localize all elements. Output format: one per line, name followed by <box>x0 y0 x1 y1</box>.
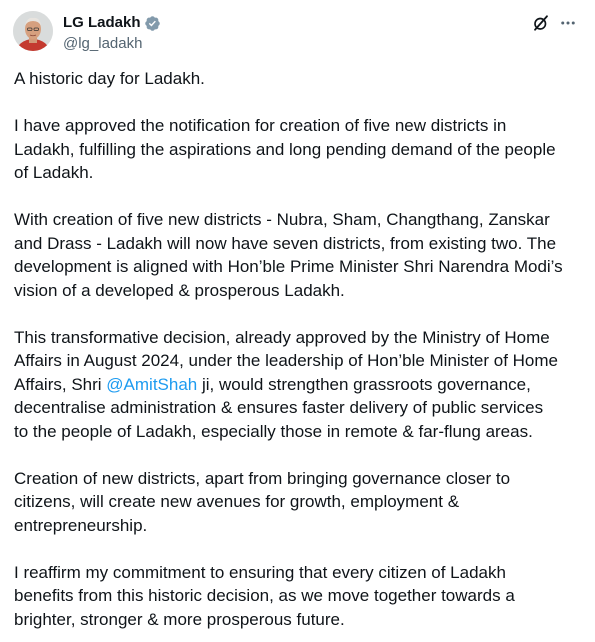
post-paragraph-6: I reaffirm my commitment to ensuring that every citizen of Ladakh benefits from this historic decision, as we move together towards a brighter, stronger & more prosperous future. <box>14 562 515 629</box>
author-display-name[interactable]: LG Ladakh <box>63 14 141 31</box>
post-paragraph-4 <box>14 326 586 444</box>
post-paragraph-5: Creation of new districts, apart from bringing governance closer to citizens, will create new avenues for growth, employment & entrepreneurship. <box>14 468 511 535</box>
post-paragraph-4-start: This transformative decision, already approved by the Ministry of Home Affairs in August 2024, under the leadership of Hon’ble Minister of Home Affairs, Shri <box>14 327 558 394</box>
grok-icon[interactable] <box>532 14 550 32</box>
avatar[interactable] <box>13 11 53 51</box>
post-paragraph-1: A historic day for Ladakh. <box>14 69 205 88</box>
mention-link[interactable]: @AmitShah <box>106 374 198 394</box>
post-paragraph-3: With creation of five new districts - Nubra, Sham, Changthang, Zanskar and Drass - Ladakh will now have seven districts, from existing two. The development is aligned with Hon’ble Prime Minister Shri Narendra Modi’s vision of a developed & prosperous Ladakh. <box>14 210 563 300</box>
post-text <box>14 67 586 631</box>
author-handle[interactable]: @lg_ladakh <box>63 35 143 52</box>
verified-badge-icon[interactable] <box>144 15 161 32</box>
post-header <box>13 11 583 55</box>
author-name-row <box>63 13 161 33</box>
post-paragraph-4-end: ji, would strengthen grassroots governance, decentralise administration & ensures faster delivery of public services to the people of Ladakh, especially those in remote & far-flung areas. <box>14 374 544 441</box>
post-paragraph-2: I have approved the notification for creation of five new districts in Ladakh, fulfilling the aspirations and long pending demand of the people of Ladakh. <box>14 116 556 182</box>
more-options-icon[interactable] <box>559 14 577 32</box>
author-block <box>63 13 161 54</box>
